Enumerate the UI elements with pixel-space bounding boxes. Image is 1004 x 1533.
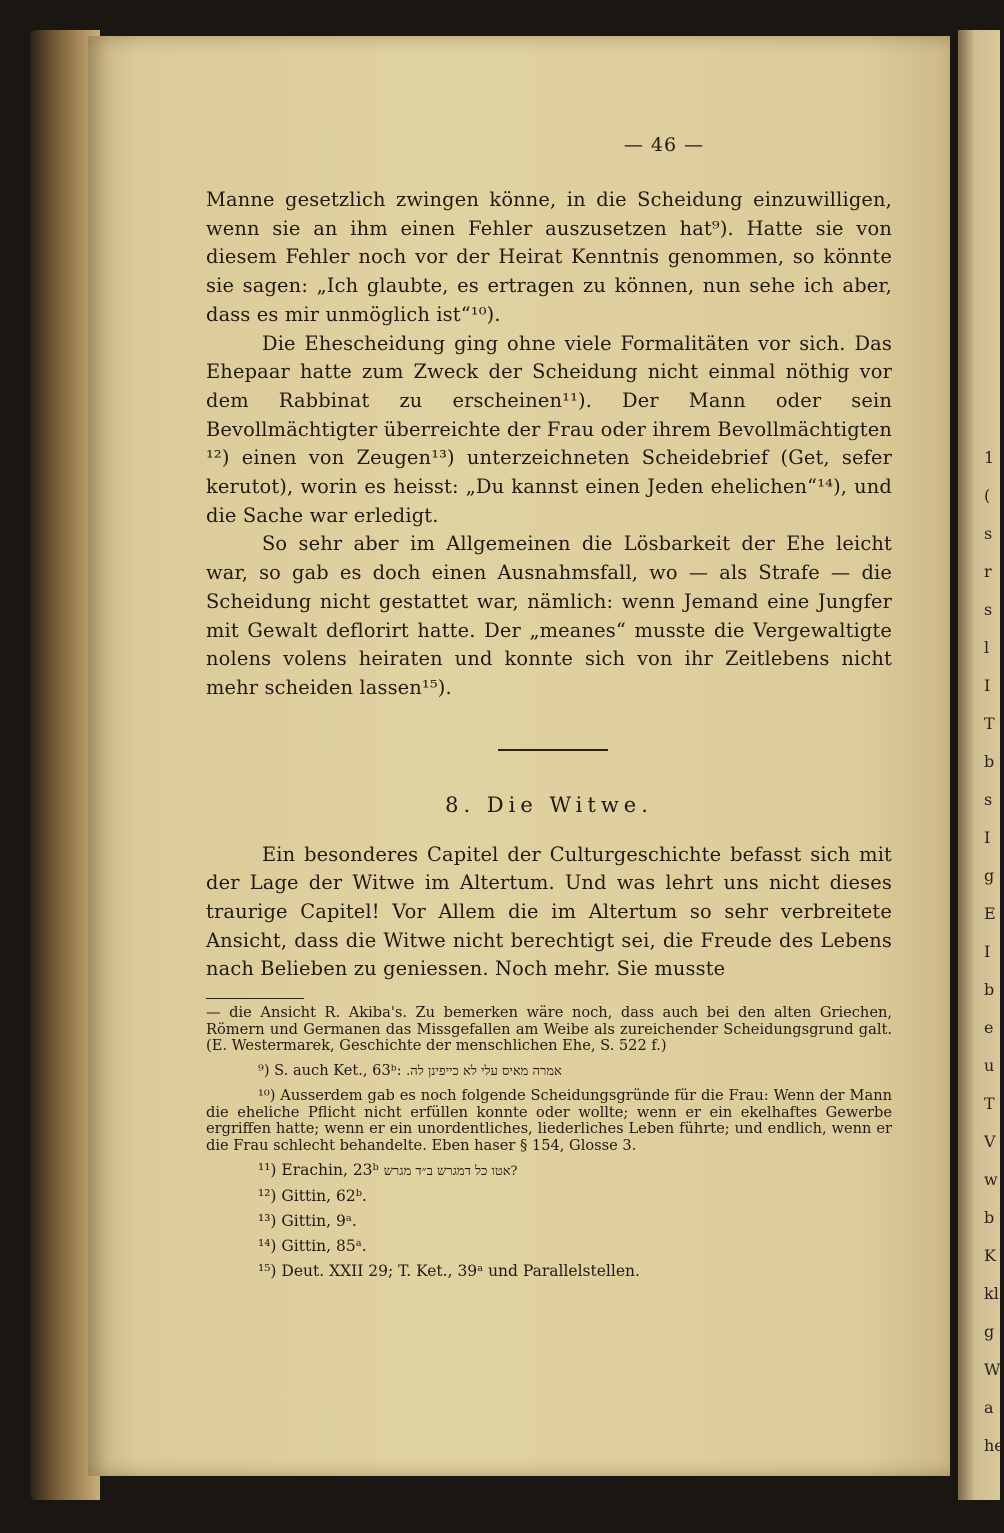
footnote-12: ¹²) Gittin, 62ᵇ. xyxy=(258,1187,367,1206)
next-page-fragment: V xyxy=(984,1132,996,1151)
section-heading: 8. Die Witwe. xyxy=(445,792,653,817)
next-page-fragment: g xyxy=(984,1322,995,1341)
footnote-14: ¹⁴) Gittin, 85ᵃ. xyxy=(258,1237,367,1256)
footnote-9 xyxy=(206,1063,892,1081)
footnote-continued: — die Ansicht R. Akiba's. Zu bemerken wäre noch, dass auch bei den alten Griechen, Römern und Germanen das Missgefallen am Weibe als zureichender Scheidungsgrund galt. (E. Westermarek, Geschichte der menschlichen Ehe, S. 522 f.) xyxy=(206,1004,892,1055)
next-page-fragment: r xyxy=(984,562,992,581)
next-page-fragment: ( xyxy=(984,486,991,505)
next-page-fragment: s xyxy=(984,790,993,809)
next-page-fragment: I xyxy=(984,676,991,695)
footnote-9-hebrew: אמרה מאיס עלי לא כייפינן לה. xyxy=(406,1063,562,1079)
next-page-fragment: s xyxy=(984,600,993,619)
footnote-11-hebrew: ?אטו כל דמגרש ב״ד מגרש xyxy=(383,1164,518,1180)
next-page-fragment: e xyxy=(984,1018,994,1037)
paragraph-2: Die Ehescheidung ging ohne viele Formalitäten vor sich. Das Ehepaar hatte zum Zweck der Scheidung nicht einmal nöthig vor dem Rabbinat zu erscheinen¹¹). Der Mann oder sein Bevollmächtigter überreichte der Frau oder ihrem Bevollmächtigten ¹²) einen von Zeugen¹³) unterzeichneten Scheidebrief (Get, sefer kerutot), worin es heisst: „Du kannst einen Jeden ehelichen“¹⁴), und die Sache war erledigt. xyxy=(206,331,892,527)
next-page-edge xyxy=(958,30,1004,1500)
next-page-fragment: a xyxy=(984,1398,994,1417)
next-page-fragment: g xyxy=(984,866,995,885)
next-page-fragment: u xyxy=(984,1056,995,1075)
page-content xyxy=(206,134,892,1280)
paragraph-3: So sehr aber im Allgemeinen die Lösbarkeit der Ehe leicht war, so gab es doch einen Ausnahmsfall, wo — als Strafe — die Scheidung nicht gestattet war, nämlich: wenn Jemand eine Jungfer mit Gewalt deflorirt hatte. Der „meanes“ musste die Vergewaltigte nolens volens heiraten und konnte sich von ihr Zeitlebens nicht mehr scheiden lassen¹⁵). xyxy=(206,532,892,699)
next-page-fragment: 1 xyxy=(984,448,995,467)
footnotes xyxy=(206,1005,892,1280)
next-page-fragment: b xyxy=(984,752,995,771)
next-page-fragment: kl xyxy=(984,1284,999,1303)
next-page-fragment: I xyxy=(984,828,991,847)
next-page-fragment: E xyxy=(984,904,996,923)
next-page-fragment: l xyxy=(984,638,990,657)
next-page-fragment: K xyxy=(984,1246,996,1265)
next-page-fragment: T xyxy=(984,714,995,733)
page-number: — 46 — xyxy=(623,134,705,156)
footnote-9-text: ⁹) S. auch Ket., 63ᵇ: xyxy=(258,1061,402,1079)
section-paragraph: Ein besonderes Capitel der Culturgeschichte befasst sich mit der Lage der Witwe im Altertum. Und was lehrt uns nicht dieses traurige Capitel! Vor Allem die im Altertum so sehr verbreitete Ansicht, dass die Witwe nicht berechtigt sei, die Freude des Lebens nach Belieben zu geniessen. Noch mehr. Sie musste xyxy=(206,842,892,981)
next-page-fragment: b xyxy=(984,1208,995,1227)
next-page-fragment: b xyxy=(984,980,995,999)
next-page-fragment: s xyxy=(984,524,993,543)
footnote-divider xyxy=(206,998,304,999)
section-divider xyxy=(498,749,608,751)
next-page-fragment: T xyxy=(984,1094,995,1113)
footnote-15: ¹⁵) Deut. XXII 29; T. Ket., 39ᵃ und Parallelstellen. xyxy=(258,1262,640,1281)
next-page-fragment: W xyxy=(984,1360,1001,1379)
next-page-fragment: w xyxy=(984,1170,998,1189)
next-page-fragment: I xyxy=(984,942,991,961)
paragraph-1: Manne gesetzlich zwingen könne, in die Scheidung einzuwilligen, wenn sie an ihm einen Fehler auszusetzen hat⁹). Hatte sie von diesem Fehler noch vor der Heirat Kenntnis genommen, so könnte sie sagen: „Ich glaubte, es ertragen zu können, nun sehe ich aber, dass es mir unmöglich ist“¹⁰). xyxy=(206,188,892,326)
next-page-fragment: he xyxy=(984,1436,1004,1455)
footnote-13: ¹³) Gittin, 9ᵃ. xyxy=(258,1212,357,1231)
footnote-11 xyxy=(206,1162,892,1180)
footnote-10: ¹⁰) Ausserdem gab es noch folgende Scheidungsgründe für die Frau: Wenn der Mann die eheliche Pflicht nicht erfüllen konnte oder wollte; wenn er ein ekelhaftes Gewerbe ergriffen hatte; wenn er ein unordentliches, liederliches Leben führte; und endlich, wenn er die Frau schlecht behandelte. Eben haser § 154, Glosse 3. xyxy=(206,1087,892,1154)
footnote-11-text: ¹¹) Erachin, 23ᵇ xyxy=(258,1161,379,1180)
